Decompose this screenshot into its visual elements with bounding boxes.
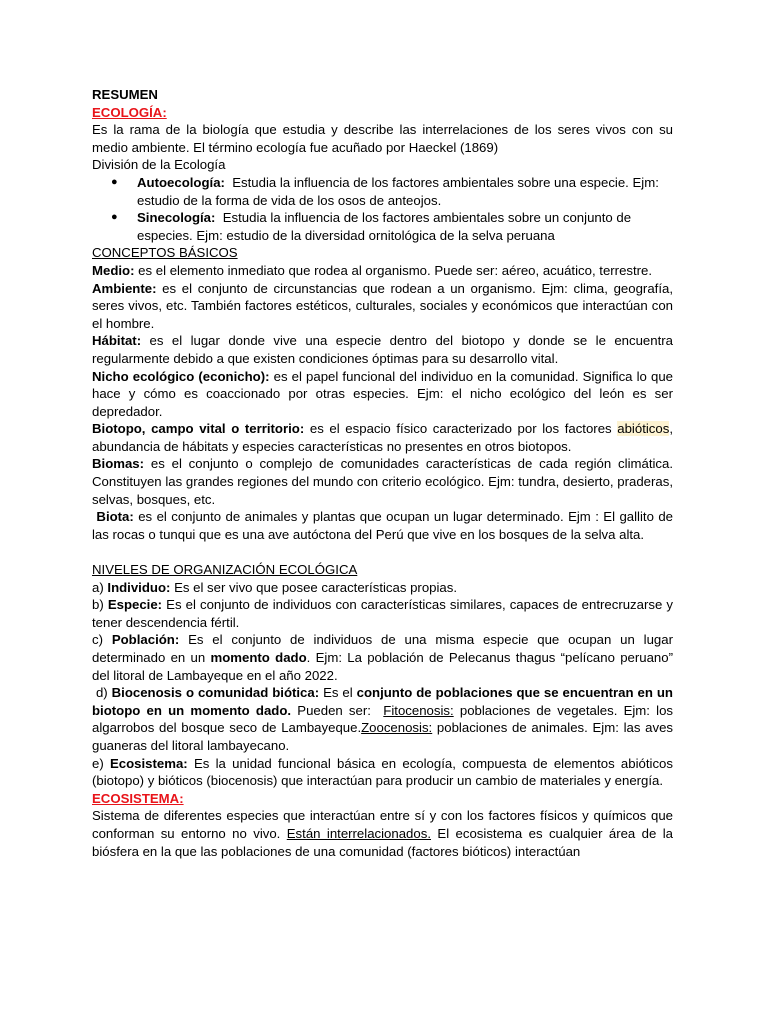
conceptos-heading: CONCEPTOS BÁSICOS: [92, 245, 238, 261]
medio-text: es el elemento inmediato que rodea al organismo. Puede ser: aéreo, acuático, terrestre.: [138, 262, 653, 278]
nivel-c-paragraph: [92, 631, 673, 684]
resumen-heading: RESUMEN: [92, 87, 158, 102]
individuo-text: Es el ser vivo que posee características propias.: [174, 579, 458, 595]
division-heading: División de la Ecología: [92, 157, 226, 173]
medio-term: Medio:: [92, 262, 135, 278]
nivel-b-paragraph: [92, 596, 673, 631]
nicho-term: Nicho ecológico (econicho):: [92, 368, 270, 384]
nivel-a-paragraph: [92, 579, 673, 597]
ambiente-term: Ambiente:: [92, 280, 157, 296]
ecosistema-heading: ECOSISTEMA:: [92, 790, 184, 806]
biota-term: Biota:: [96, 509, 134, 525]
nivel-d-paragraph: [92, 684, 673, 754]
division-list: [92, 174, 673, 244]
bullet-icon: ●: [111, 211, 118, 224]
zoocenosis-term: Zoocenosis:: [361, 720, 433, 736]
list-item: [111, 174, 673, 209]
biota-text: es el conjunto de animales y plantas que ocupan un lugar determinado. Ejm : El gallito de las rocas o tunqui que es una ave autóctona del Perú que vive en los bosques de la selva alta.: [92, 509, 673, 542]
individuo-term: Individuo:: [107, 579, 171, 595]
nivel-e-paragraph: [92, 755, 673, 790]
momento-dado-bold: momento dado: [210, 650, 307, 665]
ecosistema-term: Ecosistema:: [110, 755, 188, 771]
interrelacionados-underlined: Están interrelacionados.: [286, 825, 431, 841]
ambiente-paragraph: [92, 280, 673, 333]
biocenosis-bold: conjunto de poblaciones que se encuentran en un biotopo en un momento dado.: [92, 685, 673, 718]
nivel-e-prefix: e): [92, 755, 104, 771]
nicho-text: es el papel funcional del individuo en la comunidad. Significa lo que hace y cómo es coaccionado por otras especies. Ejm: el nicho ecológico del león es ser depredador.: [92, 368, 673, 419]
biocenosis-text: Es el: [323, 685, 353, 701]
nivel-a-prefix: a): [92, 579, 104, 595]
biota-paragraph: [92, 508, 673, 543]
habitat-term: Hábitat:: [92, 333, 142, 349]
biomas-text: es el conjunto o complejo de comunidades características de cada región climática. Constituyen las grandes regiones del mundo con criterio ecológico. Ejm: tundra, desierto, praderas, selvas, bosques, etc.: [92, 456, 674, 507]
sinecologia-text: Estudia la influencia de los factores ambientales sobre un conjunto de especies. Ejm: estudio de la diversidad ornitológica de la selva peruana: [137, 210, 632, 243]
ecosistema-level-text: Es la unidad funcional básica en ecología, compuesta de elementos abióticos (biotopo) y bióticos (biocenosis) que interactúan para producir un cambio de materiales y energía.: [92, 755, 673, 789]
biocenosis-text-3: poblaciones de vegetales. Ejm: los algarrobos del bosque seco de Lambayeque.: [92, 702, 674, 736]
bullet-icon: ●: [111, 175, 118, 188]
poblacion-text-continued: . Ejm: La población de Pelecanus thagus “pelícano peruano” del litoral de Lambayeque en el año 2022.: [92, 650, 673, 683]
fitocenosis-term: Fitocenosis:: [383, 702, 454, 718]
biotopo-text-continued: , abundancia de hábitats y especies características no presentes en otros biotopos.: [92, 421, 673, 454]
biocenosis-text-4: poblaciones de animales. Ejm: las aves guaneras del litoral lambayecano.: [92, 720, 673, 753]
autoecologia-term: Autoecología:: [137, 174, 225, 190]
nicho-paragraph: [92, 368, 673, 421]
autoecologia-text: Estudia la influencia de los factores ambientales sobre una especie. Ejm: estudio de la forma de vida de los osos de anteojos.: [137, 174, 659, 208]
poblacion-term: Población:: [111, 632, 180, 648]
especie-text: Es el conjunto de individuos con características similares, capaces de entrecruzarse y tener descendencia fértil.: [92, 597, 673, 630]
especie-term: Especie:: [107, 597, 163, 613]
biomas-term: Biomas:: [92, 456, 145, 472]
abioticos-highlight: abióticos: [617, 421, 670, 437]
biocenosis-text-2: Pueden ser:: [297, 702, 371, 718]
habitat-paragraph: [92, 332, 673, 367]
biotopo-text: es el espacio físico caracterizado por los factores: [309, 421, 612, 437]
spacer: [92, 543, 673, 561]
ecosistema-text-continued: El ecosistema es cualquier área de la biósfera en la que las poblaciones de una comunidad (factores bióticos) interactúan: [92, 825, 674, 859]
ecosistema-text: Sistema de diferentes especies que interactúan entre sí y con los factores físicos y químicos que conforman su entorno no vivo.: [92, 808, 673, 841]
medio-paragraph: [92, 262, 673, 280]
ecosistema-paragraph: [92, 807, 673, 860]
nivel-d-prefix: d): [95, 685, 108, 701]
ambiente-text: es el conjunto de circunstancias que rodean a un organismo. Ejm: clima, geografía, seres vivos, etc. También factores estéticos, culturales, sociales y económicos que interactúan con el hombre.: [92, 280, 673, 331]
biotopo-paragraph: [92, 420, 673, 455]
nivel-c-prefix: c): [92, 632, 103, 648]
ecologia-heading: ECOLOGÍA:: [92, 104, 167, 120]
biotopo-term: Biotopo, campo vital o territorio:: [92, 421, 305, 437]
habitat-text: es el lugar donde vive una especie dentro del biotopo y donde se le encuentra regularmente debido a que existen condiciones óptimas para su desarrollo vital.: [92, 333, 673, 366]
biomas-paragraph: [92, 455, 673, 508]
list-item: [111, 209, 673, 244]
poblacion-text: Es el conjunto de individuos de una misma especie que ocupan un lugar determinado en un: [92, 632, 673, 665]
sinecologia-term: Sinecología:: [137, 210, 216, 226]
niveles-heading: NIVELES DE ORGANIZACIÓN ECOLÓGICA: [92, 562, 358, 578]
ecologia-definition: Es la rama de la biología que estudia y describe las interrelaciones de los seres vivos con su medio ambiente. El término ecología fue acuñado por Haeckel (1869): [92, 122, 673, 155]
document-page: [92, 86, 673, 860]
biocenosis-term: Biocenosis o comunidad biótica:: [111, 685, 320, 701]
nivel-b-prefix: b): [92, 597, 104, 613]
